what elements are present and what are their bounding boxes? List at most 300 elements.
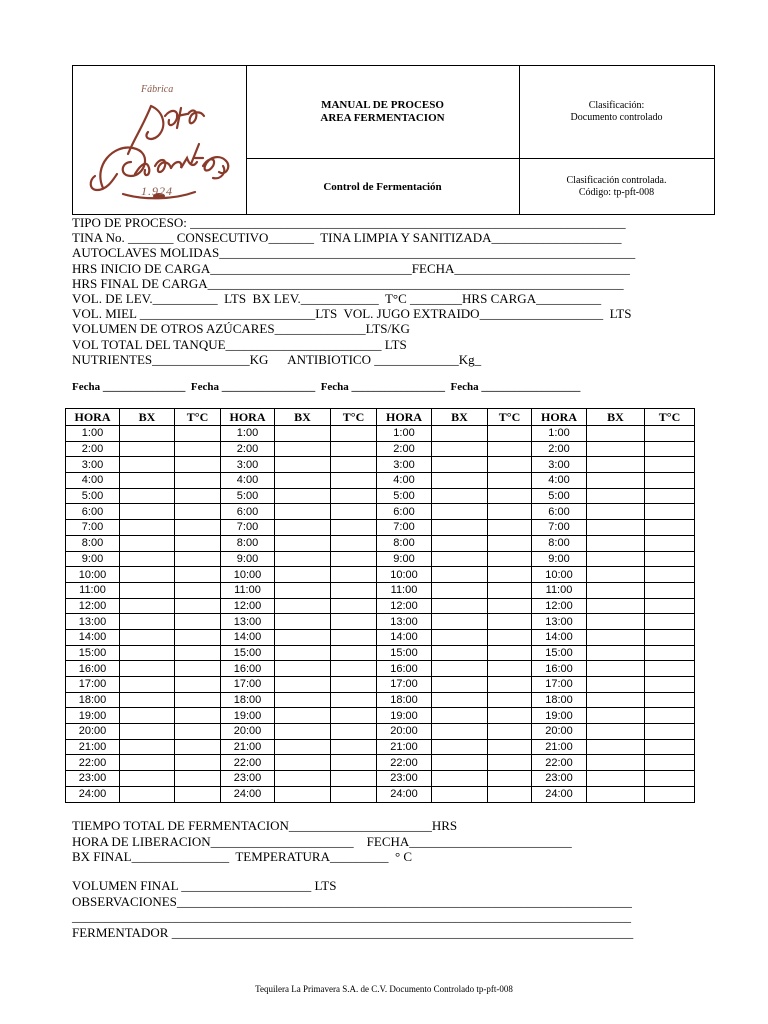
hour-cell: 7:00 bbox=[532, 520, 587, 536]
bx-cell[interactable] bbox=[432, 645, 488, 661]
hour-cell: 13:00 bbox=[377, 614, 432, 630]
bx-cell[interactable] bbox=[587, 786, 645, 802]
temp-cell[interactable] bbox=[488, 488, 532, 504]
hour-cell: 7:00 bbox=[221, 520, 275, 536]
temp-cell[interactable] bbox=[175, 582, 221, 598]
bx-cell[interactable] bbox=[432, 771, 488, 787]
temp-cell[interactable] bbox=[331, 457, 377, 473]
table-row bbox=[66, 614, 695, 630]
bx-cell[interactable] bbox=[432, 535, 488, 551]
bx-cell[interactable] bbox=[432, 724, 488, 740]
hour-cell: 15:00 bbox=[532, 645, 587, 661]
hour-cell: 13:00 bbox=[532, 614, 587, 630]
temp-cell[interactable] bbox=[331, 488, 377, 504]
temp-cell[interactable] bbox=[331, 724, 377, 740]
bx-cell[interactable] bbox=[432, 692, 488, 708]
summary-line: HORA DE LIBERACION______________________ FECHA_________________________ bbox=[72, 833, 572, 849]
bx-cell[interactable] bbox=[275, 488, 331, 504]
table-column-header: T°C bbox=[645, 409, 695, 426]
form-line: NUTRIENTES_______________KG ANTIBIOTICO _____________Kg_ bbox=[72, 351, 482, 367]
bx-cell[interactable] bbox=[587, 426, 645, 442]
temp-cell[interactable] bbox=[645, 708, 695, 724]
bx-cell[interactable] bbox=[432, 457, 488, 473]
bx-cell[interactable] bbox=[587, 582, 645, 598]
bx-cell[interactable] bbox=[275, 708, 331, 724]
hour-cell: 19:00 bbox=[66, 708, 120, 724]
temp-cell[interactable] bbox=[331, 473, 377, 489]
temp-cell[interactable] bbox=[645, 755, 695, 771]
bx-cell[interactable] bbox=[587, 488, 645, 504]
temp-cell[interactable] bbox=[331, 614, 377, 630]
bx-cell[interactable] bbox=[432, 582, 488, 598]
hour-cell: 14:00 bbox=[66, 629, 120, 645]
temp-cell[interactable] bbox=[331, 551, 377, 567]
temp-cell[interactable] bbox=[645, 473, 695, 489]
temp-cell[interactable] bbox=[488, 535, 532, 551]
bx-cell[interactable] bbox=[275, 598, 331, 614]
bx-cell[interactable] bbox=[275, 520, 331, 536]
bx-cell[interactable] bbox=[587, 677, 645, 693]
bx-cell[interactable] bbox=[587, 629, 645, 645]
temp-cell[interactable] bbox=[645, 598, 695, 614]
table-row bbox=[66, 582, 695, 598]
temp-cell[interactable] bbox=[175, 692, 221, 708]
hour-cell: 12:00 bbox=[66, 598, 120, 614]
temp-cell[interactable] bbox=[488, 473, 532, 489]
bx-cell[interactable] bbox=[120, 551, 175, 567]
form-line: HRS INICIO DE CARGA_______________________________FECHA___________________________ bbox=[72, 260, 630, 276]
temp-cell[interactable] bbox=[488, 457, 532, 473]
final-fields bbox=[72, 878, 633, 940]
hour-cell: 2:00 bbox=[221, 441, 275, 457]
temp-cell[interactable] bbox=[175, 504, 221, 520]
hour-cell: 14:00 bbox=[377, 629, 432, 645]
bx-cell[interactable] bbox=[587, 473, 645, 489]
temp-cell[interactable] bbox=[645, 457, 695, 473]
final-line: FERMENTADOR _______________________________________________________________________ bbox=[72, 924, 634, 940]
temp-cell[interactable] bbox=[175, 771, 221, 787]
logo-cell bbox=[73, 66, 247, 214]
hour-cell: 12:00 bbox=[221, 598, 275, 614]
temp-cell[interactable] bbox=[175, 755, 221, 771]
bx-cell[interactable] bbox=[587, 598, 645, 614]
final-line: ______________________________________________________________________________________ bbox=[72, 909, 631, 924]
hour-cell: 18:00 bbox=[221, 692, 275, 708]
temp-cell[interactable] bbox=[331, 567, 377, 583]
bx-cell[interactable] bbox=[432, 708, 488, 724]
hour-cell: 5:00 bbox=[532, 488, 587, 504]
manual-title-line1: MANUAL DE PROCESO bbox=[321, 99, 444, 111]
bx-cell[interactable] bbox=[120, 614, 175, 630]
table-row bbox=[66, 629, 695, 645]
temp-cell[interactable] bbox=[331, 520, 377, 536]
hour-cell: 23:00 bbox=[532, 771, 587, 787]
bx-cell[interactable] bbox=[275, 535, 331, 551]
bx-cell[interactable] bbox=[120, 771, 175, 787]
temp-cell[interactable] bbox=[175, 677, 221, 693]
temp-cell[interactable] bbox=[175, 786, 221, 802]
hour-cell: 11:00 bbox=[66, 582, 120, 598]
hour-cell: 20:00 bbox=[66, 724, 120, 740]
bx-cell[interactable] bbox=[432, 520, 488, 536]
temp-cell[interactable] bbox=[645, 661, 695, 677]
temp-cell[interactable] bbox=[331, 645, 377, 661]
fermentation-table bbox=[65, 408, 695, 803]
temp-cell[interactable] bbox=[488, 426, 532, 442]
bx-cell[interactable] bbox=[587, 551, 645, 567]
title-cell bbox=[246, 66, 520, 214]
bx-cell[interactable] bbox=[275, 629, 331, 645]
bx-cell[interactable] bbox=[120, 504, 175, 520]
temp-cell[interactable] bbox=[488, 645, 532, 661]
hour-cell: 9:00 bbox=[221, 551, 275, 567]
hour-cell: 22:00 bbox=[221, 755, 275, 771]
table-column-header: T°C bbox=[331, 409, 377, 426]
hour-cell: 10:00 bbox=[377, 567, 432, 583]
bx-cell[interactable] bbox=[120, 426, 175, 442]
table-column-header: BX bbox=[587, 409, 645, 426]
temp-cell[interactable] bbox=[645, 551, 695, 567]
table-row bbox=[66, 598, 695, 614]
temp-cell[interactable] bbox=[645, 614, 695, 630]
hour-cell: 22:00 bbox=[377, 755, 432, 771]
table-column-header: BX bbox=[120, 409, 175, 426]
temp-cell[interactable] bbox=[331, 598, 377, 614]
bx-cell[interactable] bbox=[120, 567, 175, 583]
bx-cell[interactable] bbox=[120, 488, 175, 504]
bx-cell[interactable] bbox=[275, 661, 331, 677]
bx-cell[interactable] bbox=[587, 535, 645, 551]
bx-cell[interactable] bbox=[120, 598, 175, 614]
temp-cell[interactable] bbox=[331, 441, 377, 457]
bx-cell[interactable] bbox=[432, 661, 488, 677]
temp-cell[interactable] bbox=[645, 724, 695, 740]
temp-cell[interactable] bbox=[331, 786, 377, 802]
bx-cell[interactable] bbox=[275, 771, 331, 787]
bx-cell[interactable] bbox=[120, 441, 175, 457]
temp-cell[interactable] bbox=[488, 441, 532, 457]
final-line: OBSERVACIONES______________________________________________________________________ bbox=[72, 893, 632, 909]
bx-cell[interactable] bbox=[432, 441, 488, 457]
temp-cell[interactable] bbox=[175, 488, 221, 504]
hour-cell: 10:00 bbox=[66, 567, 120, 583]
bx-cell[interactable] bbox=[432, 488, 488, 504]
clasificacion-controlada: Clasificación controlada. bbox=[566, 174, 667, 186]
document-header bbox=[72, 65, 715, 215]
bx-cell[interactable] bbox=[120, 457, 175, 473]
hour-cell: 11:00 bbox=[532, 582, 587, 598]
bx-cell[interactable] bbox=[432, 786, 488, 802]
temp-cell[interactable] bbox=[488, 614, 532, 630]
bx-cell[interactable] bbox=[275, 441, 331, 457]
table-row bbox=[66, 677, 695, 693]
bx-cell[interactable] bbox=[275, 457, 331, 473]
hour-cell: 19:00 bbox=[377, 708, 432, 724]
bx-cell[interactable] bbox=[432, 551, 488, 567]
temp-cell[interactable] bbox=[331, 629, 377, 645]
hour-cell: 12:00 bbox=[377, 598, 432, 614]
bx-cell[interactable] bbox=[432, 598, 488, 614]
temp-cell[interactable] bbox=[331, 504, 377, 520]
bx-cell[interactable] bbox=[275, 724, 331, 740]
hour-cell: 7:00 bbox=[377, 520, 432, 536]
bx-cell[interactable] bbox=[432, 739, 488, 755]
temp-cell[interactable] bbox=[331, 771, 377, 787]
temp-cell[interactable] bbox=[175, 473, 221, 489]
temp-cell[interactable] bbox=[488, 598, 532, 614]
bx-cell[interactable] bbox=[120, 582, 175, 598]
bx-cell[interactable] bbox=[275, 786, 331, 802]
bx-cell[interactable] bbox=[120, 645, 175, 661]
clasificacion-label: Clasificación: bbox=[588, 100, 645, 111]
hour-cell: 1:00 bbox=[377, 426, 432, 442]
table-row bbox=[66, 692, 695, 708]
form-line: VOL TOTAL DEL TANQUE________________________ LTS bbox=[72, 336, 407, 352]
bx-cell[interactable] bbox=[120, 520, 175, 536]
hour-cell: 24:00 bbox=[377, 786, 432, 802]
temp-cell[interactable] bbox=[645, 645, 695, 661]
temp-cell[interactable] bbox=[175, 598, 221, 614]
temp-cell[interactable] bbox=[331, 708, 377, 724]
table-column-header: HORA bbox=[532, 409, 587, 426]
codigo: Código: tp-pft-008 bbox=[578, 186, 655, 198]
bx-cell[interactable] bbox=[120, 535, 175, 551]
hour-cell: 8:00 bbox=[66, 535, 120, 551]
bx-cell[interactable] bbox=[587, 441, 645, 457]
temp-cell[interactable] bbox=[175, 614, 221, 630]
table-row bbox=[66, 457, 695, 473]
bx-cell[interactable] bbox=[275, 739, 331, 755]
temp-cell[interactable] bbox=[645, 771, 695, 787]
temp-cell[interactable] bbox=[488, 692, 532, 708]
bx-cell[interactable] bbox=[587, 504, 645, 520]
hour-cell: 24:00 bbox=[221, 786, 275, 802]
bx-cell[interactable] bbox=[432, 426, 488, 442]
bx-cell[interactable] bbox=[275, 504, 331, 520]
hour-cell: 9:00 bbox=[532, 551, 587, 567]
hour-cell: 17:00 bbox=[221, 677, 275, 693]
bx-cell[interactable] bbox=[587, 771, 645, 787]
bx-cell[interactable] bbox=[587, 457, 645, 473]
hour-cell: 17:00 bbox=[377, 677, 432, 693]
temp-cell[interactable] bbox=[645, 692, 695, 708]
table-column-header: T°C bbox=[488, 409, 532, 426]
table-row bbox=[66, 535, 695, 551]
bx-cell[interactable] bbox=[275, 582, 331, 598]
bx-cell[interactable] bbox=[432, 629, 488, 645]
bx-cell[interactable] bbox=[120, 473, 175, 489]
temp-cell[interactable] bbox=[645, 739, 695, 755]
temp-cell[interactable] bbox=[488, 677, 532, 693]
bx-cell[interactable] bbox=[120, 755, 175, 771]
temp-cell[interactable] bbox=[488, 582, 532, 598]
temp-cell[interactable] bbox=[175, 629, 221, 645]
temp-cell[interactable] bbox=[175, 567, 221, 583]
summary-line: TIEMPO TOTAL DE FERMENTACION______________________HRS bbox=[72, 818, 458, 833]
classification-top bbox=[519, 66, 714, 159]
bx-cell[interactable] bbox=[587, 692, 645, 708]
bx-cell[interactable] bbox=[432, 614, 488, 630]
hour-cell: 6:00 bbox=[66, 504, 120, 520]
bx-cell[interactable] bbox=[587, 724, 645, 740]
temp-cell[interactable] bbox=[331, 661, 377, 677]
temp-cell[interactable] bbox=[175, 724, 221, 740]
temp-cell[interactable] bbox=[175, 739, 221, 755]
bx-cell[interactable] bbox=[275, 645, 331, 661]
temp-cell[interactable] bbox=[175, 661, 221, 677]
bx-cell[interactable] bbox=[587, 567, 645, 583]
temp-cell[interactable] bbox=[175, 708, 221, 724]
table-row bbox=[66, 645, 695, 661]
table-row bbox=[66, 708, 695, 724]
temp-cell[interactable] bbox=[175, 426, 221, 442]
hour-cell: 7:00 bbox=[66, 520, 120, 536]
temp-cell[interactable] bbox=[331, 535, 377, 551]
hour-cell: 19:00 bbox=[532, 708, 587, 724]
temp-cell[interactable] bbox=[331, 692, 377, 708]
hour-cell: 3:00 bbox=[221, 457, 275, 473]
hour-cell: 14:00 bbox=[221, 629, 275, 645]
temp-cell[interactable] bbox=[645, 488, 695, 504]
table-row bbox=[66, 724, 695, 740]
hour-cell: 19:00 bbox=[221, 708, 275, 724]
hour-cell: 22:00 bbox=[532, 755, 587, 771]
bx-cell[interactable] bbox=[275, 755, 331, 771]
hour-cell: 1:00 bbox=[66, 426, 120, 442]
temp-cell[interactable] bbox=[645, 629, 695, 645]
form-line: VOL. MIEL ___________________________LTS VOL. JUGO EXTRAIDO___________________ LTS bbox=[72, 306, 632, 322]
temp-cell[interactable] bbox=[175, 645, 221, 661]
temp-cell[interactable] bbox=[488, 724, 532, 740]
hour-cell: 16:00 bbox=[532, 661, 587, 677]
bx-cell[interactable] bbox=[587, 708, 645, 724]
bx-cell[interactable] bbox=[275, 567, 331, 583]
temp-cell[interactable] bbox=[488, 661, 532, 677]
temp-cell[interactable] bbox=[488, 755, 532, 771]
bx-cell[interactable] bbox=[432, 473, 488, 489]
temp-cell[interactable] bbox=[488, 739, 532, 755]
temp-cell[interactable] bbox=[645, 426, 695, 442]
table-row bbox=[66, 771, 695, 787]
bx-cell[interactable] bbox=[432, 677, 488, 693]
temp-cell[interactable] bbox=[645, 535, 695, 551]
temp-cell[interactable] bbox=[488, 567, 532, 583]
summary-fields bbox=[72, 818, 572, 865]
bx-cell[interactable] bbox=[587, 661, 645, 677]
bx-cell[interactable] bbox=[587, 520, 645, 536]
temp-cell[interactable] bbox=[175, 551, 221, 567]
temp-cell[interactable] bbox=[488, 786, 532, 802]
bx-cell[interactable] bbox=[432, 755, 488, 771]
temp-cell[interactable] bbox=[645, 567, 695, 583]
table-column-header: BX bbox=[432, 409, 488, 426]
temp-cell[interactable] bbox=[645, 786, 695, 802]
temp-cell[interactable] bbox=[331, 582, 377, 598]
bx-cell[interactable] bbox=[275, 614, 331, 630]
temp-cell[interactable] bbox=[331, 677, 377, 693]
hour-cell: 20:00 bbox=[377, 724, 432, 740]
hour-cell: 17:00 bbox=[532, 677, 587, 693]
temp-cell[interactable] bbox=[645, 441, 695, 457]
bx-cell[interactable] bbox=[120, 677, 175, 693]
hour-cell: 21:00 bbox=[221, 739, 275, 755]
table-row bbox=[66, 739, 695, 755]
hour-cell: 6:00 bbox=[221, 504, 275, 520]
bx-cell[interactable] bbox=[432, 504, 488, 520]
bx-cell[interactable] bbox=[120, 661, 175, 677]
form-line: TIPO DE PROCESO: ___________________________________________________________________ bbox=[72, 215, 626, 230]
temp-cell[interactable] bbox=[175, 457, 221, 473]
bx-cell[interactable] bbox=[120, 692, 175, 708]
bx-cell[interactable] bbox=[432, 567, 488, 583]
hour-cell: 18:00 bbox=[532, 692, 587, 708]
temp-cell[interactable] bbox=[488, 629, 532, 645]
hour-cell: 23:00 bbox=[221, 771, 275, 787]
temp-cell[interactable] bbox=[488, 551, 532, 567]
bx-cell[interactable] bbox=[275, 473, 331, 489]
hour-cell: 16:00 bbox=[377, 661, 432, 677]
temp-cell[interactable] bbox=[488, 520, 532, 536]
bx-cell[interactable] bbox=[120, 629, 175, 645]
temp-cell[interactable] bbox=[488, 504, 532, 520]
temp-cell[interactable] bbox=[175, 441, 221, 457]
bx-cell[interactable] bbox=[587, 614, 645, 630]
classification-bottom bbox=[519, 159, 714, 214]
temp-cell[interactable] bbox=[488, 708, 532, 724]
bx-cell[interactable] bbox=[120, 724, 175, 740]
bx-cell[interactable] bbox=[587, 645, 645, 661]
bx-cell[interactable] bbox=[275, 551, 331, 567]
summary-line: BX FINAL_______________ TEMPERATURA_________ ° C bbox=[72, 849, 413, 864]
temp-cell[interactable] bbox=[645, 582, 695, 598]
hour-cell: 11:00 bbox=[377, 582, 432, 598]
hour-cell: 21:00 bbox=[377, 739, 432, 755]
bx-cell[interactable] bbox=[275, 692, 331, 708]
temp-cell[interactable] bbox=[331, 739, 377, 755]
temp-cell[interactable] bbox=[175, 535, 221, 551]
temp-cell[interactable] bbox=[331, 755, 377, 771]
temp-cell[interactable] bbox=[175, 520, 221, 536]
logo-fabrica-text: Fábrica bbox=[141, 84, 174, 95]
hour-cell: 4:00 bbox=[377, 473, 432, 489]
bx-cell[interactable] bbox=[120, 739, 175, 755]
bx-cell[interactable] bbox=[120, 708, 175, 724]
temp-cell[interactable] bbox=[488, 771, 532, 787]
bx-cell[interactable] bbox=[275, 426, 331, 442]
hour-cell: 22:00 bbox=[66, 755, 120, 771]
manual-title bbox=[246, 66, 519, 159]
bx-cell[interactable] bbox=[587, 755, 645, 771]
hour-cell: 10:00 bbox=[532, 567, 587, 583]
hour-cell: 20:00 bbox=[532, 724, 587, 740]
hour-cell: 23:00 bbox=[66, 771, 120, 787]
bx-cell[interactable] bbox=[275, 677, 331, 693]
temp-cell[interactable] bbox=[645, 520, 695, 536]
temp-cell[interactable] bbox=[645, 504, 695, 520]
form-line: HRS FINAL DE CARGA________________________________________________________________ bbox=[72, 275, 624, 291]
hour-cell: 18:00 bbox=[377, 692, 432, 708]
table-row bbox=[66, 441, 695, 457]
bx-cell[interactable] bbox=[587, 739, 645, 755]
final-line: VOLUMEN FINAL ____________________ LTS bbox=[72, 878, 337, 893]
table-row bbox=[66, 755, 695, 771]
temp-cell[interactable] bbox=[645, 677, 695, 693]
bx-cell[interactable] bbox=[120, 786, 175, 802]
temp-cell[interactable] bbox=[331, 426, 377, 442]
hour-cell: 6:00 bbox=[532, 504, 587, 520]
table-row bbox=[66, 661, 695, 677]
hour-cell: 5:00 bbox=[221, 488, 275, 504]
